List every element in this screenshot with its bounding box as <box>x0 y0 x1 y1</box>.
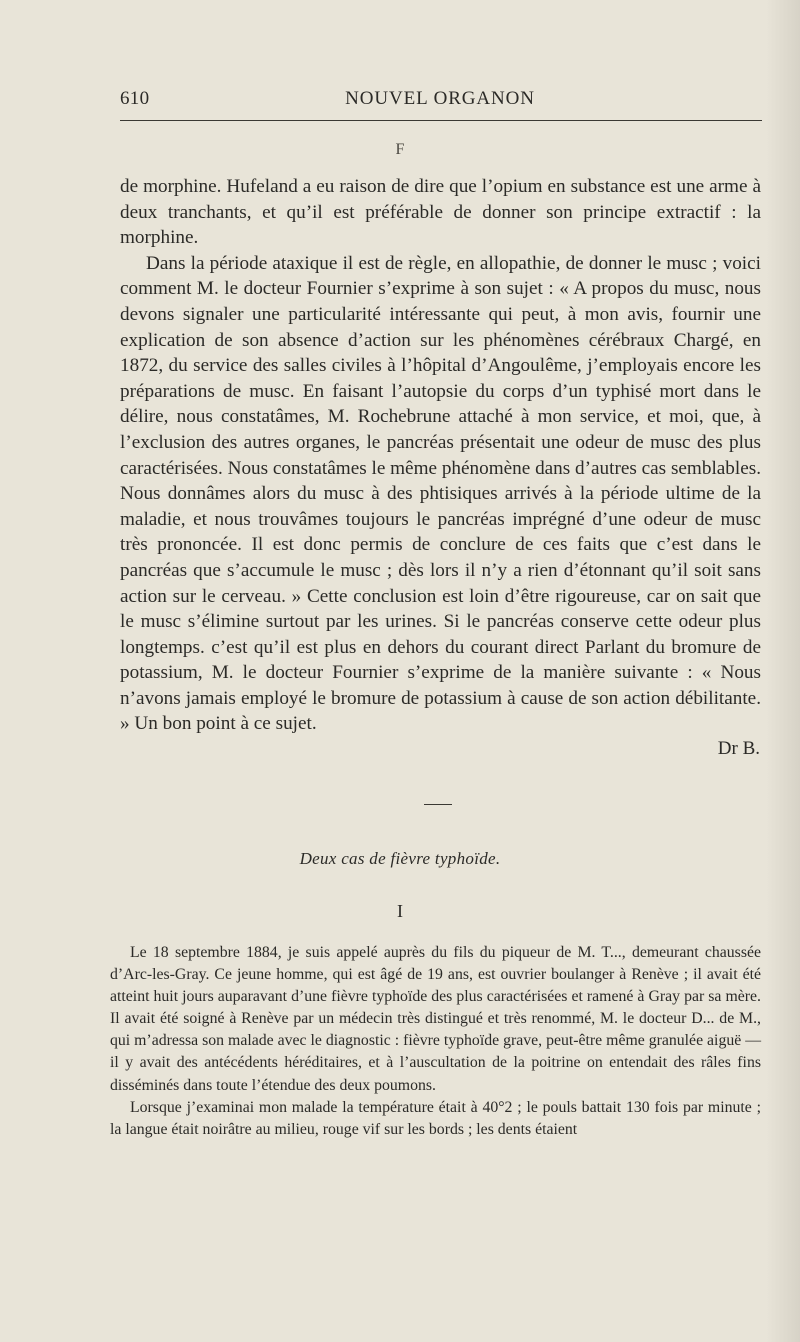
header-rule <box>120 120 762 121</box>
running-title: NOUVEL ORGANON <box>345 88 535 109</box>
page-edge-shadow <box>766 0 800 1342</box>
case-paragraph: Le 18 septembre 1884, je suis appelé auprès du fils du piqueur de M. T..., demeurant chaussée d’Arc-les-Gray. Ce jeune homme, qui est âgé de 19 ans, est ouvrier boulanger à Renève ; il avait été atteint huit jours auparavant d’une fièvre typhoïde des plus caractérisées et ramené à Gray par sa mère. Il avait été soigné à Renève par un médecin très distingué et très renommé, M. le docteur D... de M., qui m’adressa son malade avec le diagnostic : fièvre typhoïde grave, peut-être même granulée aiguë — il y avait des antécédents héréditaires, et à l’auscultation de la poitrine on entendait des râles fins disséminés dans toute l’étendue des deux poumons. <box>110 944 761 1094</box>
signature-mark: F <box>395 141 405 158</box>
page-number: 610 <box>120 88 150 109</box>
running-head <box>120 88 760 116</box>
paragraph-continuation: de morphine. Hufeland a eu raison de dire que l’opium en substance est une arme à deux tranchants, et qu’il est préférable de donner son principe extractif : la morphine. <box>120 176 761 249</box>
author-signoff: Dr B. <box>717 738 760 759</box>
case-paragraph: Lorsque j’examinai mon malade la température était à 40°2 ; le pouls battait 130 fois par minute ; la langue était noirâtre au milieu, rouge vif sur les bords ; les dents étaient <box>110 1098 761 1138</box>
section-number: I <box>397 901 403 921</box>
case-report-text <box>110 942 761 1141</box>
article-title: Deux cas de fièvre typhoïde. <box>299 849 501 868</box>
section-separator <box>424 804 452 805</box>
paragraph-musc: Dans la période ataxique il est de règle, en allopathie, de donner le musc ; voici comment M. le docteur Fournier s’exprime à son sujet : « A propos du musc, nous devons signaler une particularité intéressante qui peut, à mon avis, fournir une explication de son absence d’action sur les phénomènes cérébraux Chargé, en 1872, du service des salles civiles à l’hôpital d’Angoulême, j’employais encore les préparations de musc. En faisant l’autopsie du corps d’un typhisé mort dans le délire, nous constatâmes, M. Rochebrune attaché à mon service, et moi, que, à l’exclusion des autres organes, le pancréas présentait une odeur de musc des plus caractérisées. Nous constatâmes le même phénomène dans d’autres cas semblables. Nous donnâmes alors du musc à des phtisiques arrivés à la période ultime de la maladie, et nous trouvâmes toujours le pancréas imprégné d’une odeur de musc très prononcée. Il est donc permis de conclure de ces faits que c’est dans le pancréas que s’accumule le musc ; dès lors il n’y a rien d’étonnant qu’il soit sans action sur le cerveau. » Cette conclusion est loin d’être rigoureuse, car on sait que le musc s’élimine surtout par les urines. Si le pancréas conserve cette odeur plus longtemps. c’est qu’il est plus en dehors du courant direct Parlant du bromure de potassium, M. le docteur Fournier s’exprime de la manière suivante : « Nous n’avons jamais employé le bromure de potassium à cause de son action débilitante. » Un bon point à ce sujet. <box>120 252 761 735</box>
main-text <box>120 174 761 737</box>
